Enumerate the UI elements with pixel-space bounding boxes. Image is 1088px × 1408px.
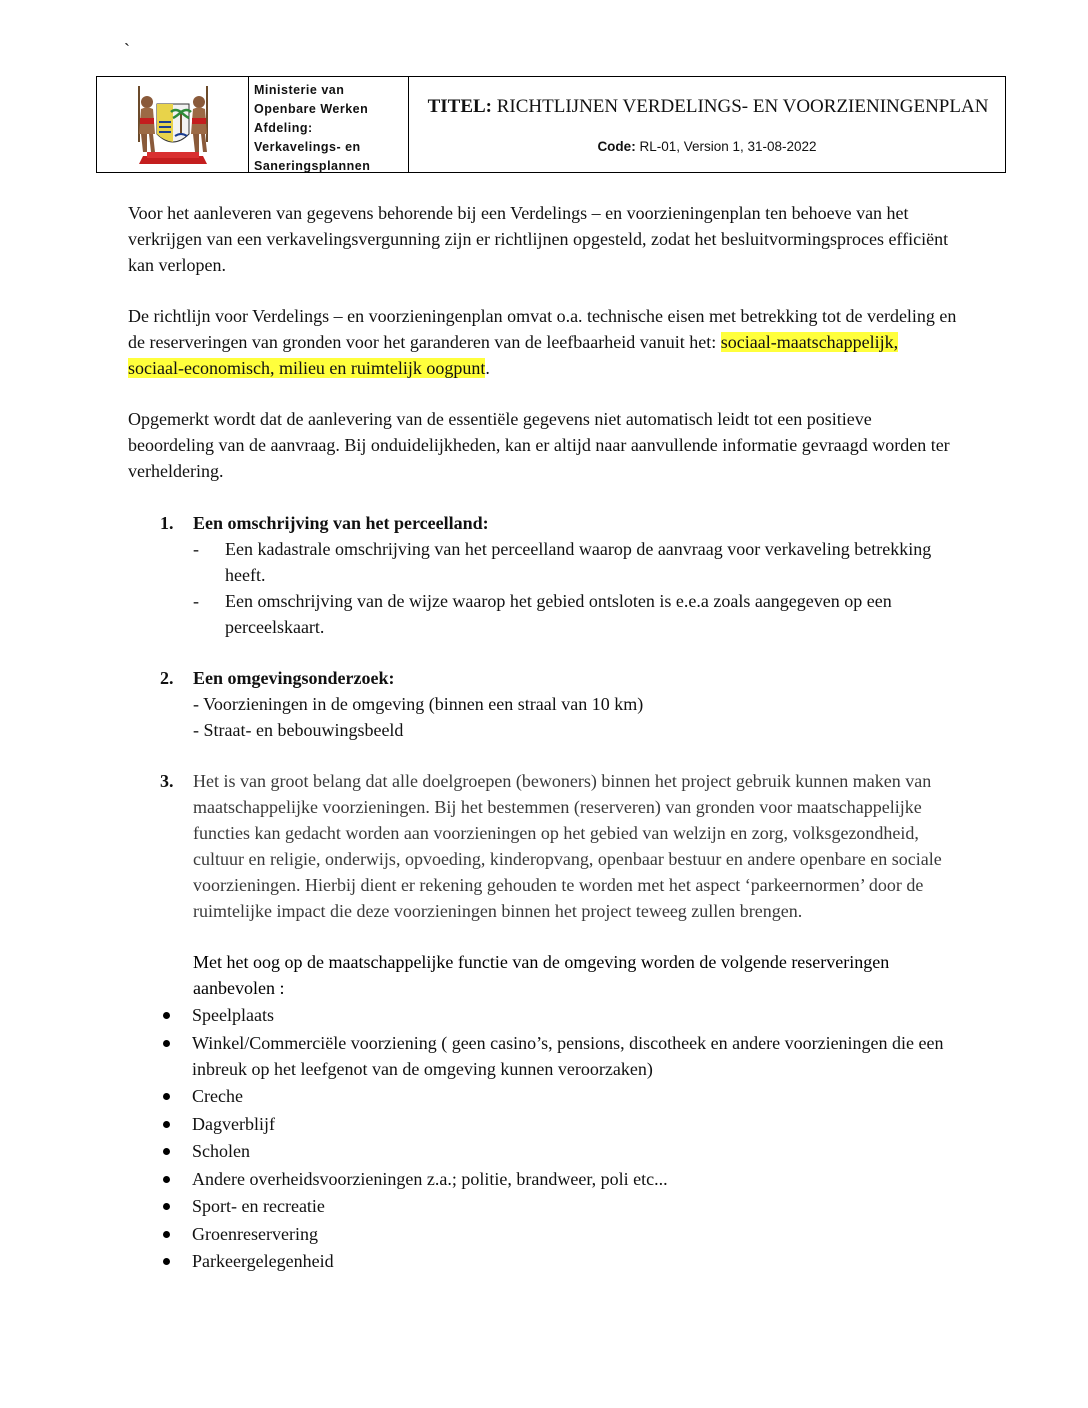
section-3-lead: Met het oog op de maatschappelijke functie van de omgeving worden de volgende reserveringen aanbevolen :: [193, 952, 890, 998]
section-1-title: Een omschrijving van het perceelland:: [193, 513, 489, 533]
ministry-line-1: Ministerie van: [254, 83, 345, 97]
list-item-text: Groenreservering: [192, 1223, 318, 1244]
stray-mark: `: [124, 40, 130, 60]
bullet-icon: [163, 1121, 170, 1128]
coat-of-arms-logo: [125, 82, 221, 168]
list-item: [160, 1030, 960, 1082]
list-item-text: Andere overheidsvoorzieningen z.a.; politie, brandweer, poli etc...: [192, 1168, 668, 1189]
reservations-list: [160, 1002, 960, 1276]
document-title: [417, 96, 999, 118]
highlighted-text: sociaal-maatschappelijk, sociaal-economisch, milieu en ruimtelijk oogpunt: [128, 332, 899, 378]
logo-cell: [97, 77, 249, 172]
section-3-text: Het is van groot belang dat alle doelgroepen (bewoners) binnen het project gebruik kunnen maken van maatschappelijke voorzieningen. Bij het bestemmen (reserveren) van gronden voor maatschappelijke functies kan gedacht worden aan voorzieningen op het gebied van welzijn en zorg, volksgezondheid, cultuur en religie, onderwijs, opvoeding, kinderopvang, openbaar bestuur en andere openbare en sociale voorzieningen. Hierbij dient er rekening gehouden te worden met het aspect ‘parkeernormen’ door de ruimtelijke impact die deze voorzieningen binnen het project teweeg zullen brengen.: [193, 771, 942, 921]
code-text: RL-01, Version 1, 31-08-2022: [635, 139, 817, 154]
section-2-title: Een omgevingsonderzoek:: [193, 668, 395, 688]
title-text: RICHTLIJNEN VERDELINGS- EN VOORZIENINGENPLAN: [492, 96, 989, 117]
section-3-number: 3.: [160, 771, 174, 791]
list-item: [160, 1138, 960, 1164]
list-item: [160, 1193, 960, 1219]
bullet-icon: [163, 1203, 170, 1210]
section-2-number: 2.: [160, 668, 174, 688]
intro-paragraph-3: Opgemerkt wordt dat de aanlevering van de essentiële gegevens niet automatisch leidt tot een positieve beoordeling van de aanvraag. Bij onduidelijkheden, kan er altijd naar aanvullende informatie gevraagd worden ter verheldering.: [128, 409, 950, 481]
intro-p2-text: De richtlijn voor Verdelings – en voorzieningenplan omvat o.a. technische eisen met betrekking tot de verdeling en de reserveringen van gronden voor het garanderen van de leefbaarheid vanuit het:: [128, 306, 957, 352]
intro-p2-end: .: [485, 358, 490, 378]
list-item-text: Scholen: [192, 1141, 250, 1161]
code-label: Code:: [597, 139, 636, 154]
list-item: - Een kadastrale omschrijving van het perceelland waarop de aanvraag voor verkaveling betrekking heeft.: [193, 539, 932, 585]
list-item: [160, 1111, 960, 1137]
list-item-text: Parkeergelegenheid: [192, 1251, 334, 1271]
list-item-text: Een omschrijving van de wijze waarop het gebied ontsloten is e.e.a zoals aangegeven op een perceelskaart.: [225, 591, 892, 637]
bullet-icon: [163, 1231, 170, 1238]
list-item: [160, 1002, 960, 1028]
bullet-icon: [163, 1148, 170, 1155]
section-1-number: 1.: [160, 513, 174, 533]
ministry-cell: [249, 77, 409, 172]
list-item-text: Creche: [192, 1086, 243, 1106]
bullet-icon: [163, 1012, 170, 1019]
document-code: [409, 139, 1005, 154]
list-item-text: Dagverblijf: [192, 1113, 275, 1134]
section-1-heading: [160, 510, 489, 536]
section-1-list: [193, 536, 963, 640]
title-cell: [409, 77, 1005, 172]
list-item: [160, 1248, 960, 1274]
ministry-line-2: Openbare Werken: [254, 102, 369, 116]
list-item: [160, 1166, 960, 1192]
intro-paragraph-2: [128, 303, 958, 381]
ministry-line-5: Saneringsplannen: [254, 159, 371, 173]
ministry-line-3: Afdeling:: [254, 121, 313, 135]
list-item-text: Winkel/Commerciële voorziening ( geen casino’s, pensions, discotheek en andere voorzieningen die een inbreuk op het leefgenot van de omgeving kunnen veroorzaken): [192, 1032, 944, 1079]
list-item: [160, 1221, 960, 1247]
title-label: TITEL:: [427, 96, 492, 117]
list-item: - Een omschrijving van de wijze waarop het gebied ontsloten is e.e.a zoals aangegeven op een perceelskaart.: [193, 591, 892, 637]
bullet-icon: [163, 1093, 170, 1100]
section-2-heading: [160, 665, 395, 691]
document-header: [96, 76, 1006, 173]
intro-paragraph-1: Voor het aanleveren van gegevens behorende bij een Verdelings – en voorzieningenplan ten behoeve van het verkrijgen van een verkavelingsvergunning zijn er richtlijnen opgesteld, zodat het besluitvormingsproces efficiënt kan verlopen.: [128, 203, 949, 275]
section-2-item-1: - Voorzieningen in de omgeving (binnen een straal van 10 km): [193, 694, 644, 714]
list-item: [160, 1083, 960, 1109]
bullet-icon: [163, 1258, 170, 1265]
ministry-line-4: Verkavelings- en: [254, 140, 361, 154]
section-2-item-2: - Straat- en bebouwingsbeeld: [193, 720, 404, 740]
list-item-text: Sport- en recreatie: [192, 1196, 325, 1216]
list-item-text: Een kadastrale omschrijving van het perceelland waarop de aanvraag voor verkaveling betrekking heeft.: [225, 539, 932, 585]
bullet-icon: [163, 1176, 170, 1183]
list-item-text: Speelplaats: [192, 1005, 274, 1025]
bullet-icon: [163, 1040, 170, 1047]
